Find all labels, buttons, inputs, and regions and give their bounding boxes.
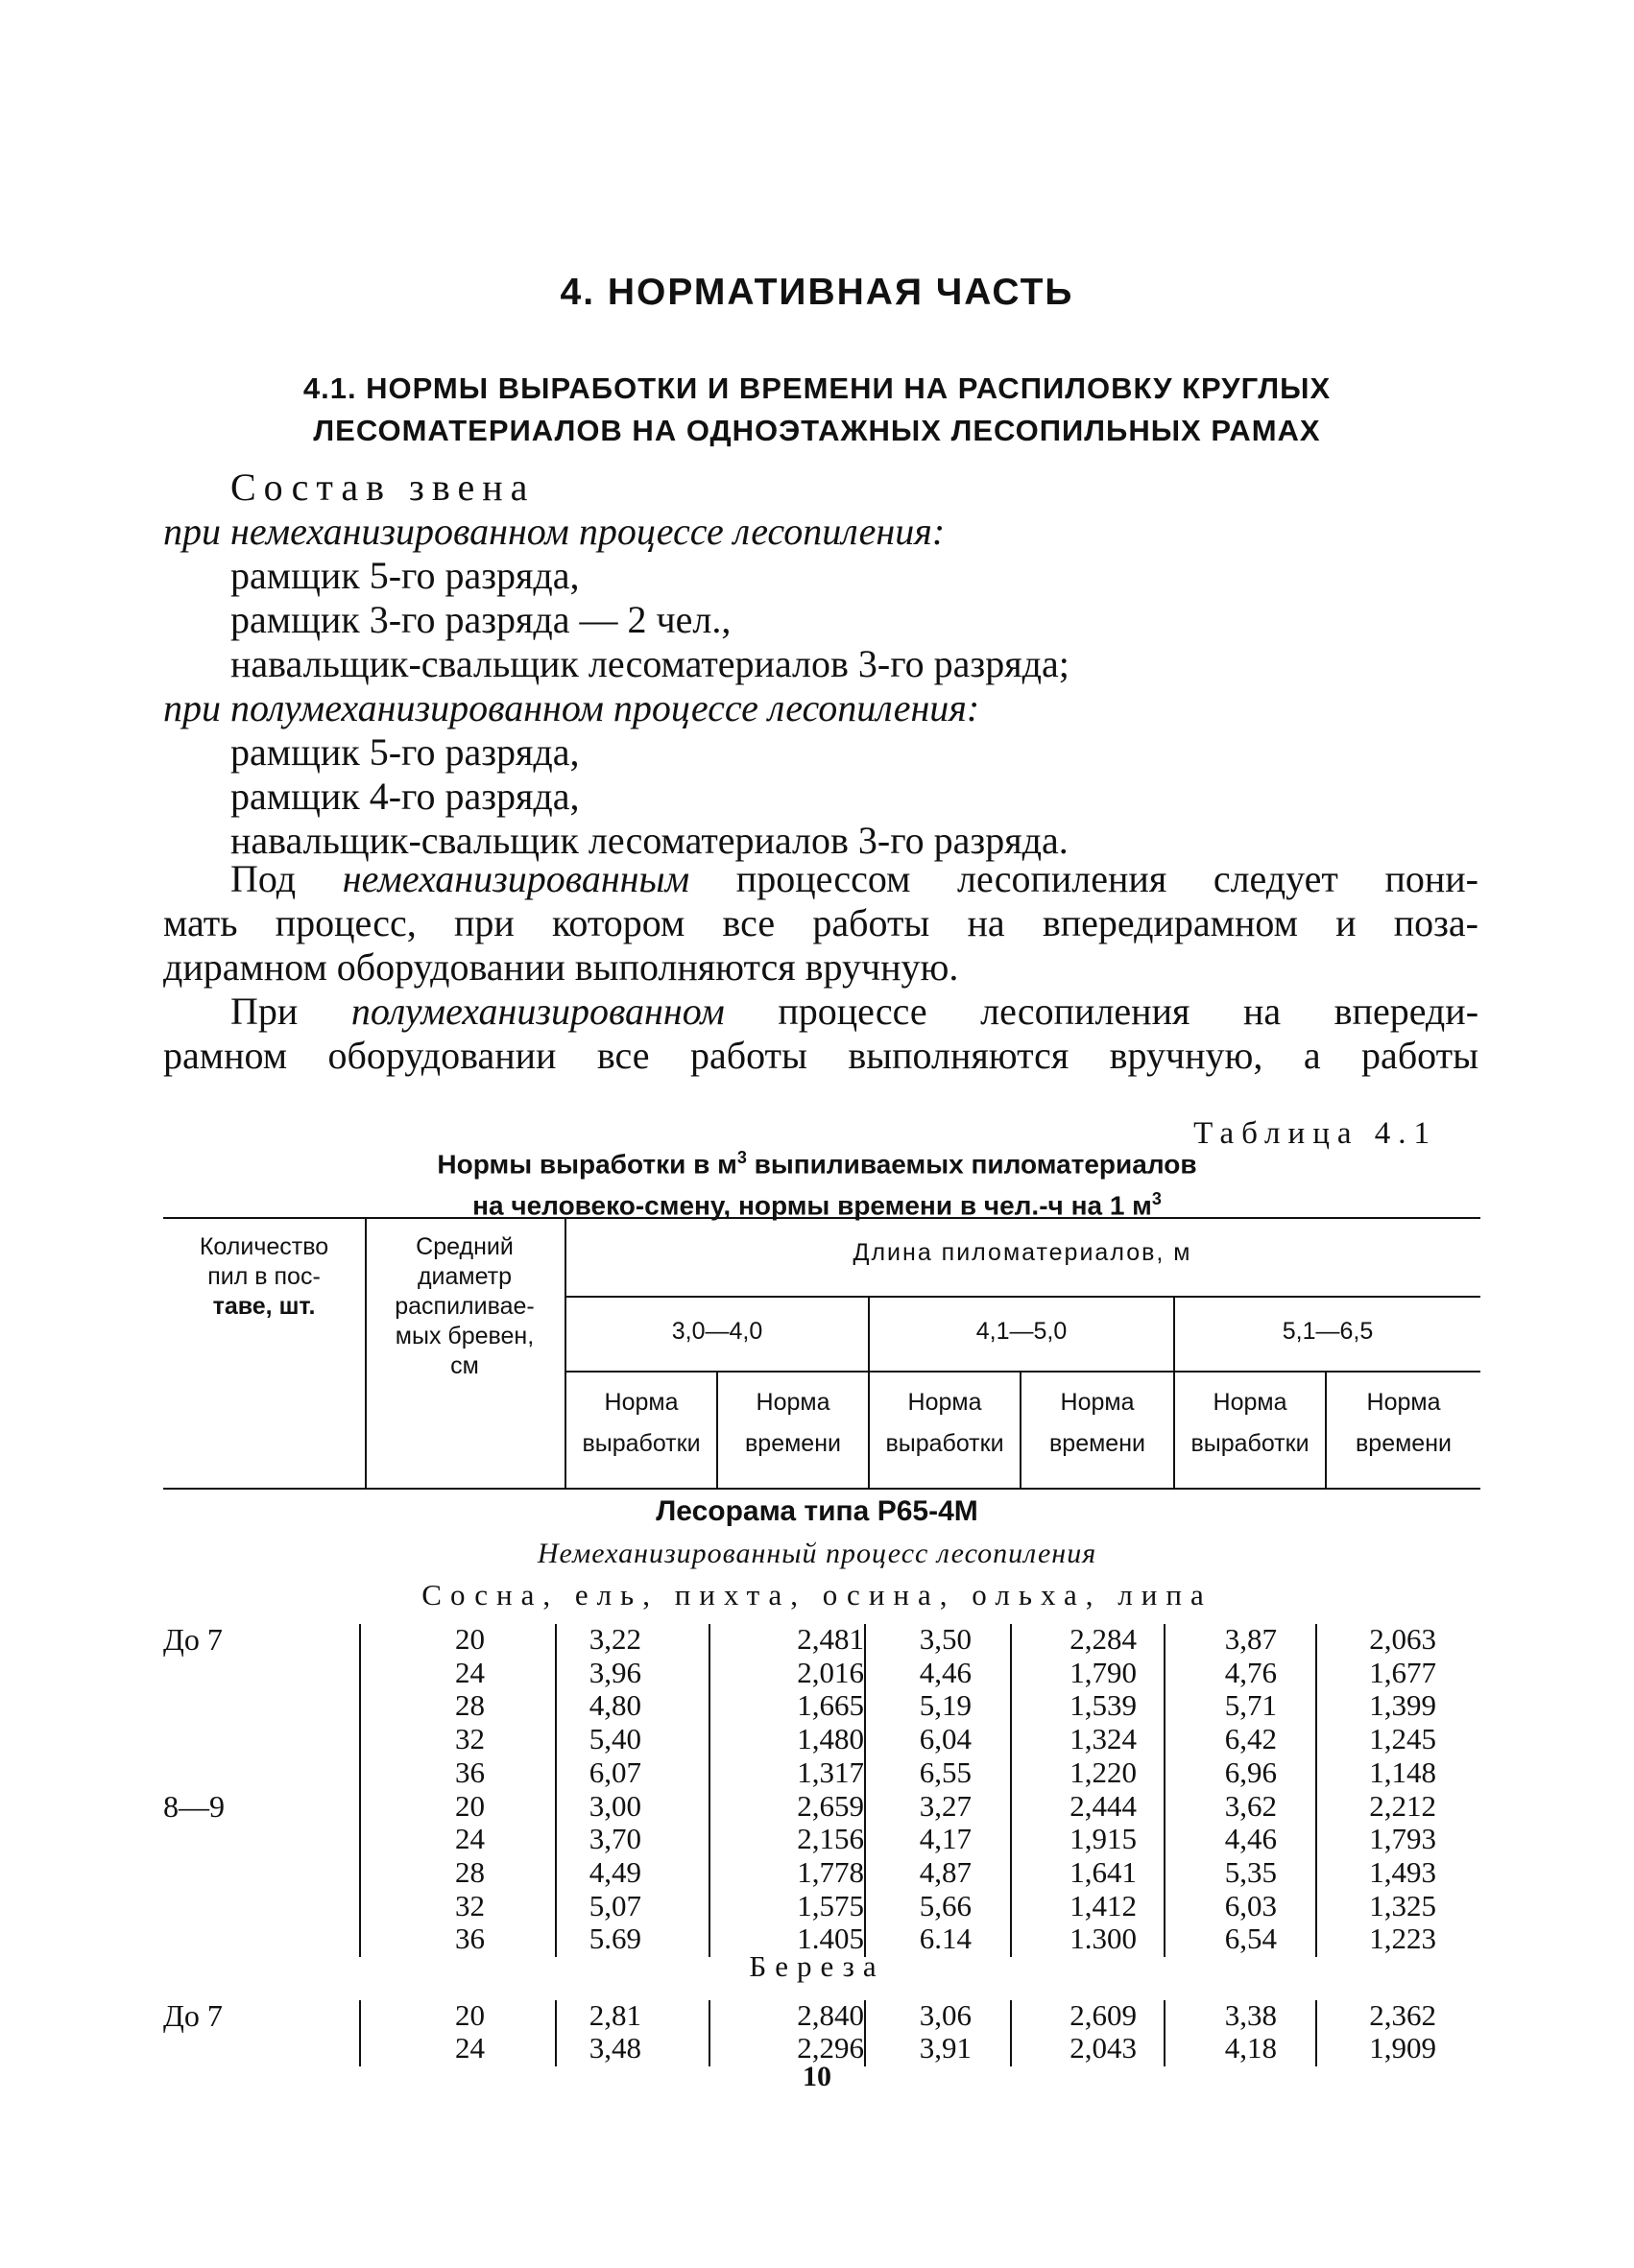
- table-cell: 3,91: [919, 2031, 972, 2065]
- table-cell: 6,55: [919, 1755, 972, 1789]
- table-cell: 1,909: [1369, 2031, 1436, 2065]
- header-diameter: Средний диаметр распиливае- мых бревен, см: [395, 1233, 535, 1379]
- table-cell: 3,62: [1224, 1788, 1277, 1823]
- header-output-norm: Норма выработки: [885, 1389, 1004, 1457]
- crew-member: навальщик-свальщик лесоматериалов 3-го разряда.: [230, 819, 1069, 862]
- table-cell: 1,677: [1369, 1655, 1436, 1689]
- header-range: 5,1—6,5: [1282, 1318, 1374, 1345]
- table-cell: 2,016: [797, 1655, 864, 1689]
- table-cell: 1,412: [1069, 1888, 1137, 1922]
- table-cell: 6,96: [1224, 1755, 1277, 1789]
- table-cell: 1,325: [1369, 1888, 1436, 1922]
- crew-member: рамщик 5-го разряда,: [230, 730, 580, 774]
- table-cell: 5.69: [589, 1922, 641, 1956]
- table-col-rule: [1315, 2000, 1317, 2066]
- header-saw-count: Количество пил в пос- таве, шт.: [199, 1233, 329, 1320]
- table-cell: 6,04: [919, 1722, 972, 1756]
- table-header-bottom-rule: [163, 1488, 1480, 1490]
- paragraph-line: Под немеханизированным процессом лесопиления следует пони-: [230, 857, 1479, 900]
- table-cell: 1.300: [1069, 1922, 1137, 1956]
- table-col-rule: [555, 2000, 557, 2066]
- table-col-rule: [864, 1624, 866, 1957]
- table-caption: [0, 1140, 1634, 1224]
- table-cell: 20: [455, 1788, 485, 1823]
- table-cell: 1,575: [797, 1888, 864, 1922]
- table-cell: 2,81: [589, 1997, 641, 2032]
- table-cell: 5,66: [919, 1888, 972, 1922]
- table-cell: 5,35: [1224, 1854, 1277, 1889]
- table-cell: 3,96: [589, 1655, 641, 1689]
- header-time-norm: Норма времени: [1356, 1389, 1452, 1457]
- table-cell: 1,324: [1069, 1722, 1137, 1756]
- table-cell: 1,245: [1369, 1722, 1436, 1756]
- table-cell: 5,40: [589, 1722, 641, 1756]
- table-cell: 1,793: [1369, 1822, 1436, 1856]
- table-cell: 1,317: [797, 1755, 864, 1789]
- table-section-process: Немеханизированный процесс лесопиления: [537, 1538, 1097, 1569]
- table-cell: 5,71: [1224, 1688, 1277, 1723]
- section-title-line: ЛЕСОМАТЕРИАЛОВ НА ОДНОЭТАЖНЫХ ЛЕСОПИЛЬНЫХ РАМАХ: [313, 414, 1321, 447]
- table-cell: 28: [455, 1688, 485, 1723]
- paragraph-line: рамном оборудовании все работы выполняются вручную, а работы: [163, 1034, 1478, 1077]
- table-cell: 6,42: [1224, 1722, 1277, 1756]
- table-cell: 5,19: [919, 1688, 972, 1723]
- table-cell: 1,148: [1369, 1755, 1436, 1789]
- table-cell: 3,06: [919, 1997, 972, 2032]
- table-cell: 2,609: [1069, 1997, 1137, 2032]
- table-section-title: Лесорама типа Р65-4М: [656, 1495, 978, 1527]
- table-label: Таблица 4.1: [1193, 1116, 1437, 1151]
- crew-group-label: при немеханизированном процессе лесопиления:: [163, 510, 946, 553]
- table-col-rule: [709, 1624, 710, 1957]
- table-cell: 6,54: [1224, 1922, 1277, 1956]
- table-col-rule: [709, 2000, 710, 2066]
- header-output-norm: Норма выработки: [1190, 1389, 1310, 1457]
- table-cell: 3,48: [589, 2031, 641, 2065]
- table-cell: 2,444: [1069, 1788, 1137, 1823]
- table-cell: 4,49: [589, 1854, 641, 1889]
- crew-member: рамщик 4-го разряда,: [230, 775, 580, 818]
- table-cell: 4,80: [589, 1688, 641, 1723]
- table-cell: 36: [455, 1922, 485, 1956]
- table-cell: 2,156: [797, 1822, 864, 1856]
- table-col-rule: [1315, 1624, 1317, 1957]
- table-cell: 3,00: [589, 1788, 641, 1823]
- table-col-rule: [1010, 2000, 1012, 2066]
- table-cell: 1,915: [1069, 1822, 1137, 1856]
- table-cell: 5,07: [589, 1888, 641, 1922]
- table-col-rule: [1010, 1624, 1012, 1957]
- header-length: Длина пиломатериалов, м: [853, 1239, 1192, 1266]
- table-cell: 2,284: [1069, 1622, 1137, 1656]
- crew-group-label: при полумеханизированном процессе лесопиления:: [163, 686, 980, 729]
- chapter-title: 4. НОРМАТИВНАЯ ЧАСТЬ: [560, 272, 1074, 313]
- table-cell: 1,399: [1369, 1688, 1436, 1723]
- table-cell: 4,46: [1224, 1822, 1277, 1856]
- table-cell: 4,18: [1224, 2031, 1277, 2065]
- table-cell: 24: [455, 1655, 485, 1689]
- table-cell: 2,362: [1369, 1997, 1436, 2032]
- table-cell: 2,212: [1369, 1788, 1436, 1823]
- table-cell: 4,87: [919, 1854, 972, 1889]
- table-cell: 24: [455, 2031, 485, 2065]
- table-cell: 1,790: [1069, 1655, 1137, 1689]
- table-cell: 2,063: [1369, 1622, 1436, 1656]
- table-cell: 32: [455, 1888, 485, 1922]
- table-col-rule: [1164, 1624, 1165, 1957]
- table-cell: 2,043: [1069, 2031, 1137, 2065]
- table-cell: 4,46: [919, 1655, 972, 1689]
- header-output-norm: Норма выработки: [582, 1389, 701, 1457]
- table-cell: 6,07: [589, 1755, 641, 1789]
- paragraph-line: дирамном оборудовании выполняются вручную.: [163, 945, 959, 989]
- table-cell: 3,50: [919, 1622, 972, 1656]
- table-cell: 36: [455, 1755, 485, 1789]
- table-col-rule: [864, 2000, 866, 2066]
- table-cell: 6.14: [919, 1922, 972, 1956]
- table-cell: 4,17: [919, 1822, 972, 1856]
- table-col-rule: [359, 1624, 361, 1957]
- header-range: 4,1—5,0: [975, 1318, 1068, 1345]
- table-col-rule: [1164, 2000, 1165, 2066]
- crew-heading: Состав звена: [230, 466, 536, 509]
- table-cell: 3,70: [589, 1822, 641, 1856]
- table-cell: 3,27: [919, 1788, 972, 1823]
- header-range: 3,0—4,0: [671, 1318, 763, 1345]
- section-title: [0, 368, 1634, 452]
- header-time-norm: Норма времени: [1049, 1389, 1145, 1457]
- table-cell: 3,87: [1224, 1622, 1277, 1656]
- table-cell: 20: [455, 1622, 485, 1656]
- table-cell: 28: [455, 1854, 485, 1889]
- table-cell: 1,220: [1069, 1755, 1137, 1789]
- table-header-rule: [565, 1296, 1480, 1298]
- table-cell: 32: [455, 1722, 485, 1756]
- table-cell: 1,223: [1369, 1922, 1436, 1956]
- table-cell: 24: [455, 1822, 485, 1856]
- saw-count-label: До 7: [163, 1622, 223, 1657]
- table-cell: 1,778: [797, 1854, 864, 1889]
- table-cell: 2,840: [797, 1997, 864, 2032]
- table-cell: 2,296: [797, 2031, 864, 2065]
- table-cell: 1,480: [797, 1722, 864, 1756]
- crew-member: рамщик 5-го разряда,: [230, 554, 580, 597]
- saw-count-label: 8—9: [163, 1788, 225, 1824]
- table-section-species: Береза: [749, 1949, 885, 1983]
- paragraph-line: мать процесс, при котором все работы на впередирамном и поза-: [163, 901, 1478, 944]
- table-top-rule: [163, 1217, 1480, 1219]
- table-cell: 1,539: [1069, 1688, 1137, 1723]
- section-title-line: 4.1. НОРМЫ ВЫРАБОТКИ И ВРЕМЕНИ НА РАСПИЛОВКУ КРУГЛЫХ: [302, 371, 1332, 405]
- table-section-species: Сосна, ель, пихта, осина, ольха, липа: [421, 1578, 1213, 1611]
- saw-count-label: До 7: [163, 1997, 223, 2033]
- table-cell: 1,665: [797, 1688, 864, 1723]
- table-cell: 1,493: [1369, 1854, 1436, 1889]
- paragraph-line: При полумеханизированном процессе лесопиления на впереди-: [230, 990, 1479, 1033]
- table-caption-line: на человеко-смену, нормы времени в чел.-ч на 1 $м^3$: [472, 1189, 1162, 1221]
- table-cell: 3,38: [1224, 1997, 1277, 2032]
- table-cell: 2,481: [797, 1622, 864, 1656]
- table-cell: 1.405: [797, 1922, 864, 1956]
- table-header-rule: [565, 1371, 1480, 1373]
- table-cell: 20: [455, 1997, 485, 2032]
- table-caption-line: Нормы выработки в $м^3$ выпиливаемых пиломатериалов: [437, 1148, 1197, 1180]
- table-col-rule: [555, 1624, 557, 1957]
- table-cell: 3,22: [589, 1622, 641, 1656]
- crew-member: навальщик-свальщик лесоматериалов 3-го разряда;: [230, 642, 1069, 685]
- page-number: 10: [803, 2061, 831, 2092]
- table-cell: 2,659: [797, 1788, 864, 1823]
- table-cell: 1,641: [1069, 1854, 1137, 1889]
- crew-member: рамщик 3-го разряда — 2 чел.,: [230, 598, 732, 641]
- header-time-norm: Норма времени: [745, 1389, 841, 1457]
- table-cell: 6,03: [1224, 1888, 1277, 1922]
- table-cell: 4,76: [1224, 1655, 1277, 1689]
- table-col-rule: [359, 2000, 361, 2066]
